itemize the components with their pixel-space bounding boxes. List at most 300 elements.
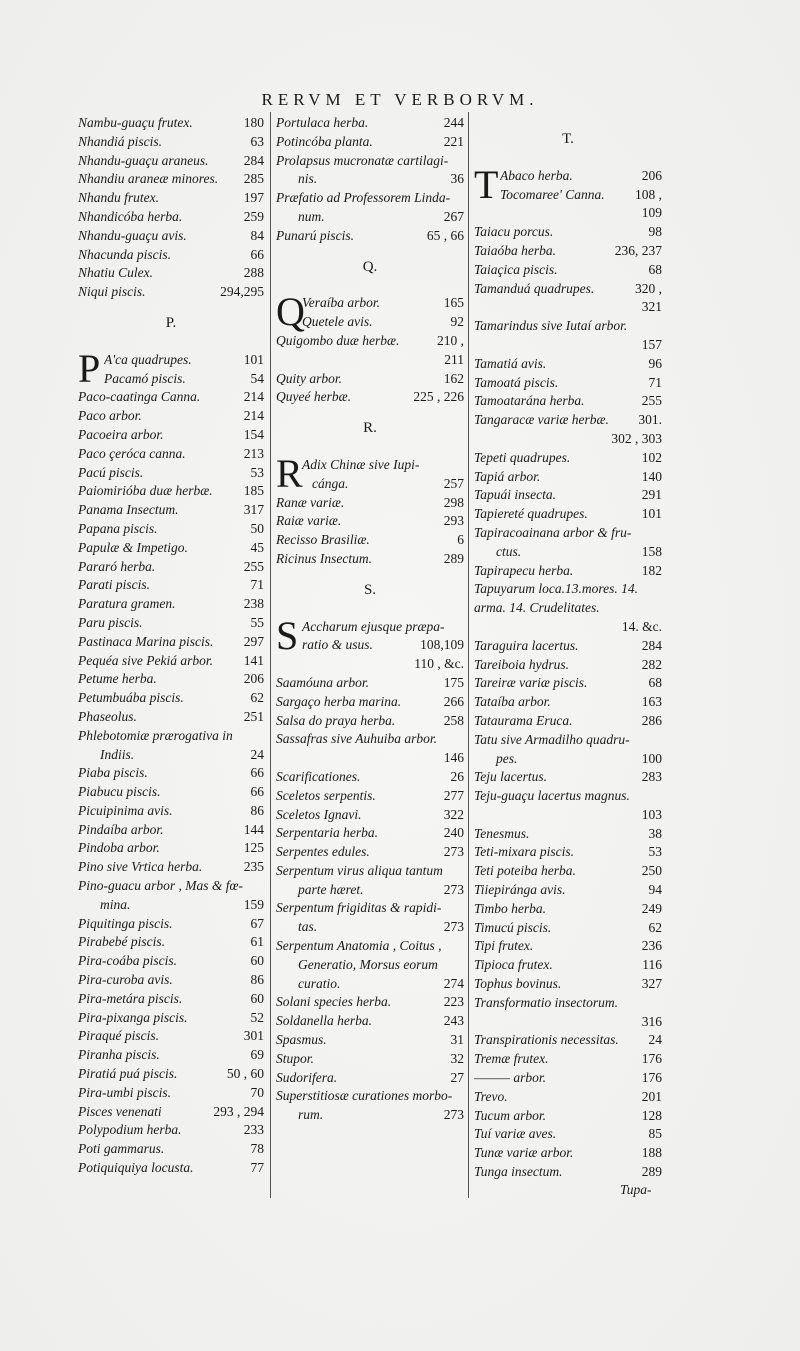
entry-term: Pirabebé piscis. — [78, 934, 165, 950]
entry-term: Potincóba planta. — [276, 133, 373, 149]
index-entry — [78, 689, 264, 708]
entry-page: 66 — [250, 784, 264, 800]
entry-term: Spasmus. — [276, 1032, 327, 1048]
entry-term: Raiæ variæ. — [276, 513, 342, 529]
index-entry — [78, 227, 264, 246]
entry-page: 201 — [641, 1088, 662, 1104]
entry-page: 27 — [450, 1069, 464, 1085]
index-entry — [474, 674, 662, 693]
index-entry — [78, 170, 264, 189]
entry-page: 298 — [443, 494, 464, 510]
entry-page: 225 , 226 — [413, 389, 464, 405]
entry-page: 86 — [250, 802, 264, 818]
entry-term: Sargaço herba marina. — [276, 693, 402, 709]
section-letter-t: T. — [562, 131, 574, 147]
entry-page: 94 — [648, 882, 662, 898]
index-entry — [78, 1009, 264, 1028]
entry-page: 102 — [641, 449, 662, 465]
index-entry — [474, 242, 662, 261]
index-entry — [276, 133, 464, 152]
index-entry — [474, 862, 662, 881]
index-entry — [78, 152, 264, 171]
entry-page: 86 — [250, 972, 264, 988]
index-entry: Serpentum Anatomia , Coitus , Generatio, Morsus eorum curatio. 274 — [276, 938, 464, 991]
index-entry: Tocomaree' Canna. 108 , — [500, 186, 662, 202]
entry-page: 154 — [243, 426, 264, 442]
entry-page: 244 — [443, 115, 464, 130]
entry-term: Pino sive Vrtica herba. — [78, 859, 203, 875]
entry-term: Pararó herba. — [78, 558, 156, 574]
drop-cap-entry — [78, 345, 264, 391]
entry-page: 294,295 — [220, 284, 264, 300]
entry-term: Serpentes edules. — [276, 844, 370, 860]
entry-page: 197 — [243, 190, 264, 206]
entry-page: 284 — [641, 637, 662, 653]
entry-page: 221 — [443, 133, 464, 149]
entry-page: 55 — [250, 614, 264, 630]
index-entry — [276, 712, 464, 731]
entry-page: 273 — [443, 844, 464, 860]
index-entry — [276, 494, 464, 513]
entry-page: 255 — [641, 393, 662, 409]
entry-page: 116 — [642, 957, 662, 973]
entry-page: 62 — [250, 690, 264, 706]
entry-page: 240 — [443, 825, 464, 841]
entry-term: Recisso Brasiliæ. — [276, 532, 370, 548]
index-entry — [474, 261, 662, 280]
entry-page: 297 — [243, 633, 264, 649]
entry-term: Nhandiá piscis. — [78, 133, 163, 149]
entry-page: 84 — [250, 227, 264, 243]
index-entry: Teju lacertus. 283 — [474, 769, 662, 785]
page-continuation: 302 , 303 — [611, 430, 662, 446]
entry-page: 291 — [641, 487, 662, 503]
drop-cap: T — [474, 161, 499, 207]
entry-term: Pira-metára piscis. — [78, 990, 183, 1006]
entry-page: 206 — [243, 671, 264, 687]
entry-term: Teti-mixara piscis. — [474, 844, 575, 860]
entry-term: Tangaracæ variæ herbæ. — [474, 412, 609, 428]
entry-term: Portulaca herba. — [276, 115, 369, 130]
entry-term: Paiomirióba duæ herbæ. — [78, 483, 213, 499]
index-entry: Teju-guaçu lacertus magnus. 103 — [474, 788, 662, 822]
entry-term: Tapiereté quadrupes. — [474, 506, 588, 522]
entry-term: Nhandicóba herba. — [78, 208, 183, 224]
entry-page: 185 — [243, 483, 264, 499]
entry-page: 293 — [443, 513, 464, 529]
index-entry — [78, 208, 264, 227]
entry-term: Papana piscis. — [78, 520, 158, 536]
entry-term: Tamatiá avis. — [474, 355, 547, 371]
index-entry — [474, 280, 662, 299]
index-entry — [474, 656, 662, 675]
entry-term: Tataurama Eruca. — [474, 712, 573, 728]
index-entry: Tapirapecu herba. 182 — [474, 562, 662, 578]
drop-cap-entry — [474, 161, 662, 207]
entry-term: Transpirationis necessitas. — [474, 1032, 619, 1048]
entry-term: Piabucu piscis. — [78, 784, 161, 800]
index-entry — [474, 956, 662, 975]
index-entry — [78, 614, 264, 633]
column-rule — [270, 112, 271, 1198]
entry-term: Pira-curoba avis. — [78, 972, 173, 988]
index-entry — [474, 919, 662, 938]
entry-page: 162 — [443, 370, 464, 386]
entry-term: Pira-coába piscis. — [78, 953, 177, 969]
entry-page: 24 — [648, 1032, 662, 1048]
index-entry — [78, 1027, 264, 1046]
entry-page: 6 — [457, 532, 464, 548]
index-entry: Tapiracoainana arbor & fru- ctus. 158 — [474, 524, 662, 559]
entry-term: Niqui piscis. — [78, 284, 146, 300]
entry-term: Papulæ & Impetigo. — [78, 539, 188, 555]
entry-term: Tuí variæ aves. — [474, 1126, 557, 1142]
entry-term: Nambu-guaçu frutex. — [78, 115, 193, 130]
index-entry — [276, 806, 464, 825]
index-entry — [276, 531, 464, 550]
drop-cap: R — [276, 450, 303, 496]
entry-page: 68 — [648, 261, 662, 277]
drop-cap: P — [78, 345, 101, 391]
entry-page: 61 — [250, 934, 264, 950]
entry-page: 288 — [243, 265, 264, 281]
index-entry: Punarú piscis. 65 , 66 — [276, 227, 464, 243]
index-entry — [474, 1031, 662, 1050]
entry-term: Parati piscis. — [78, 577, 151, 593]
index-entry: A'ca quadrupes. 101 — [104, 351, 264, 367]
catchword: Tupa- — [620, 1182, 652, 1197]
entry-page: 258 — [443, 712, 464, 728]
index-entry — [78, 990, 264, 1009]
index-entry: Tapuyarum loca.13.mores. 14. arma. 14. Crudelitates. 14. &c. — [474, 581, 662, 634]
entry-term: Tenesmus. — [474, 825, 530, 841]
entry-term: Saamóuna arbor. — [276, 674, 370, 690]
entry-term: Pisces venenati — [78, 1103, 162, 1119]
section-letter-p: P. — [165, 314, 177, 331]
index-entry — [78, 576, 264, 595]
index-entry — [474, 1144, 662, 1163]
entry-term: Tunga insectum. — [474, 1164, 563, 1180]
index-entry — [474, 486, 662, 505]
index-entry — [276, 993, 464, 1012]
entry-page: 26 — [450, 768, 464, 784]
entry-term: Timbo herba. — [474, 900, 547, 916]
index-entry — [78, 1103, 264, 1122]
index-entry — [474, 843, 662, 862]
entry-page: 289 — [641, 1164, 662, 1180]
section-letter-r: R. — [363, 420, 377, 437]
entry-page: 235 — [243, 859, 264, 875]
entry-term: Tipi frutex. — [474, 938, 534, 954]
entry-term: Panama Insectum. — [78, 502, 179, 518]
index-entry — [276, 787, 464, 806]
entry-page: 259 — [243, 208, 264, 224]
entry-page: 255 — [243, 558, 264, 574]
entry-page: 285 — [243, 171, 264, 187]
entry-term: Taiacu porcus. — [474, 224, 554, 240]
entry-page: 233 — [243, 1122, 264, 1138]
entry-term: Sudorifera. — [276, 1069, 338, 1085]
column-rule — [468, 112, 469, 1198]
index-entry — [474, 392, 662, 411]
entry-term: Tataíba arbor. — [474, 694, 551, 710]
entry-term: Pira-umbi piscis. — [78, 1084, 171, 1100]
entry-term: ——— arbor. — [474, 1070, 547, 1086]
entry-term: Nhandu-guaçu araneus. — [78, 152, 209, 168]
entry-page: 214 — [243, 389, 264, 405]
entry-term: Taiaçica piscis. — [474, 261, 558, 277]
index-entry — [78, 501, 264, 520]
entry-term: Tamoatarána herba. — [474, 393, 585, 409]
index-entry — [474, 881, 662, 900]
index-entry — [276, 674, 464, 693]
index-entry — [474, 223, 662, 242]
entry-term: Pindaíba arbor. — [78, 821, 164, 837]
index-column-2 — [276, 114, 464, 1125]
page-continuation: 110 , &c. — [414, 656, 464, 672]
entry-term: Tareiræ variæ piscis. — [474, 675, 588, 691]
index-entry — [78, 246, 264, 265]
entry-page: 243 — [443, 1013, 464, 1029]
entry-term: Ranæ variæ. — [276, 494, 345, 510]
index-entry: Quigombo duæ herbæ. 210 , — [276, 332, 464, 348]
entry-page: 71 — [648, 374, 662, 390]
index-entry — [474, 355, 662, 374]
index-entry — [78, 133, 264, 152]
entry-term: Paco arbor. — [78, 408, 142, 424]
entry-page: 66 — [250, 246, 264, 262]
index-entry — [474, 693, 662, 712]
entry-page: 251 — [243, 708, 264, 724]
entry-term: Soldanella herba. — [276, 1013, 372, 1029]
index-entry — [474, 1163, 662, 1182]
index-entry — [78, 670, 264, 689]
entry-term: Petumbuába piscis. — [78, 690, 184, 706]
entry-page: 320 , — [635, 280, 662, 296]
index-entry-line: Accharum ejusque præpa- — [302, 618, 445, 634]
entry-page: 70 — [250, 1084, 264, 1100]
entry-term: Potiquiquiya locusta. — [78, 1160, 194, 1176]
entry-page: 284 — [243, 152, 264, 168]
entry-page: 163 — [641, 694, 662, 710]
index-entry — [78, 971, 264, 990]
entry-page: 213 — [243, 445, 264, 461]
entry-term: Tucum arbor. — [474, 1107, 547, 1123]
entry-page: 322 — [443, 806, 464, 822]
entry-page: 96 — [648, 355, 662, 371]
index-entry — [78, 1140, 264, 1159]
entry-page: 238 — [243, 596, 264, 612]
index-entry — [78, 858, 264, 877]
entry-page: 98 — [648, 224, 662, 240]
entry-term: Tareiboia hydrus. — [474, 656, 570, 672]
section-letter-q: Q. — [362, 258, 378, 275]
entry-page: 52 — [250, 1009, 264, 1025]
index-entry — [78, 839, 264, 858]
index-entry — [78, 407, 264, 426]
index-entry — [276, 843, 464, 862]
entry-page: 286 — [641, 712, 662, 728]
entry-page: 140 — [641, 468, 662, 484]
entry-page: 62 — [648, 919, 662, 935]
index-entry: Serpentum frigiditas & rapidi- tas. 273 — [276, 900, 464, 935]
index-entry — [474, 411, 662, 430]
entry-term: Tunæ variæ arbor. — [474, 1145, 574, 1161]
entry-term: Tamoatá piscis. — [474, 374, 559, 390]
entry-term: Nhandu frutex. — [78, 190, 159, 206]
entry-term: Piratiá puá piscis. — [78, 1066, 178, 1082]
index-entry — [276, 388, 464, 407]
index-entry — [78, 708, 264, 727]
index-entry — [474, 1088, 662, 1107]
entry-page: 50 — [250, 520, 264, 536]
entry-page: 38 — [648, 825, 662, 841]
entry-term: Poti gammarus. — [78, 1141, 165, 1157]
index-entry — [78, 952, 264, 971]
entry-page: 277 — [443, 787, 464, 803]
running-head: RERVM ET VERBORVM. — [261, 90, 539, 109]
index-entry — [474, 900, 662, 919]
entry-term: Tapuái insecta. — [474, 487, 557, 503]
index-entry — [78, 114, 264, 133]
entry-term: Pastinaca Marina piscis. — [78, 633, 214, 649]
entry-page: 71 — [250, 577, 264, 593]
index-entry — [78, 764, 264, 783]
index-entry — [78, 1121, 264, 1140]
entry-page: 53 — [648, 844, 662, 860]
entry-page: 317 — [243, 502, 264, 518]
entry-term: Nhatiu Culex. — [78, 265, 153, 281]
index-entry — [474, 374, 662, 393]
index-entry — [474, 1125, 662, 1144]
index-entry — [78, 633, 264, 652]
entry-term: Piaba piscis. — [78, 765, 148, 781]
index-entry — [78, 464, 264, 483]
entry-page: 32 — [450, 1050, 464, 1066]
entry-term: Pequéa sive Pekiá arbor. — [78, 652, 213, 668]
index-entry: Pacamó piscis. 54 — [104, 370, 264, 386]
entry-term: Pacoeira arbor. — [78, 426, 164, 442]
entry-page: 60 — [250, 953, 264, 969]
drop-cap-entry — [276, 450, 464, 496]
section-letter-s: S. — [363, 581, 377, 598]
entry-term: Tapiá arbor. — [474, 468, 541, 484]
entry-term: Quyeé herbæ. — [276, 389, 351, 405]
index-entry — [78, 445, 264, 464]
entry-page: 236, 237 — [614, 242, 662, 258]
entry-page: 125 — [243, 840, 264, 856]
entry-term: Stupor. — [276, 1050, 314, 1066]
page-continuation: 109 — [641, 205, 662, 221]
entry-term: Tremæ frutex. — [474, 1051, 549, 1067]
index-entry — [474, 1107, 662, 1126]
index-entry — [276, 370, 464, 389]
entry-term: Taiaóba herba. — [474, 242, 557, 258]
entry-page: 128 — [641, 1107, 662, 1123]
entry-page: 176 — [641, 1051, 662, 1067]
entry-term: Trevo. — [474, 1088, 508, 1104]
entry-page: 31 — [450, 1032, 464, 1048]
entry-page: 144 — [243, 821, 264, 837]
entry-term: Piquitinga piscis. — [78, 915, 173, 931]
drop-cap-entry — [276, 289, 464, 335]
index-entry — [78, 558, 264, 577]
index-entry: Phlebotomiæ prærogativa in Indiis. 24 — [78, 727, 264, 762]
index-entry: Prolapsus mucronatæ cartilagi- nis. 36 — [276, 152, 464, 187]
entry-page: 188 — [641, 1145, 662, 1161]
index-entry: Tatu sive Armadilho quadru- pes. 100 — [474, 731, 662, 766]
entry-page: 175 — [443, 674, 464, 690]
drop-cap-entry — [276, 612, 464, 658]
index-entry — [276, 114, 464, 133]
drop-cap: S — [276, 612, 299, 658]
entry-page: 236 — [641, 938, 662, 954]
entry-term: Quity arbor. — [276, 370, 343, 386]
entry-term: Paru piscis. — [78, 614, 143, 630]
entry-page: 50 , 60 — [226, 1066, 264, 1082]
index-entry — [276, 1050, 464, 1069]
index-entry — [78, 1046, 264, 1065]
entry-term: Paco-caatinga Canna. — [78, 389, 201, 405]
index-entry — [78, 388, 264, 407]
entry-term: Salsa do praya herba. — [276, 712, 396, 728]
entry-term: Tophus bovinus. — [474, 976, 562, 992]
index-entry — [78, 821, 264, 840]
index-entry — [276, 693, 464, 712]
index-entry — [474, 825, 662, 844]
entry-page: 180 — [243, 115, 264, 130]
index-entry — [78, 783, 264, 802]
index-entry: Serpentum virus aliqua tantum parte hæret. 273 — [276, 862, 464, 897]
index-entry — [78, 264, 264, 283]
entry-page: 214 — [243, 408, 264, 424]
drop-cap: Q — [276, 289, 305, 335]
entry-page: 301 — [243, 1028, 264, 1044]
entry-term: Pacú piscis. — [78, 464, 144, 480]
entry-page: 78 — [250, 1141, 264, 1157]
index-entry — [78, 1084, 264, 1103]
index-entry — [474, 1069, 662, 1088]
entry-term: Tiiepiránga avis. — [474, 882, 566, 898]
entry-term: Paratura gramen. — [78, 596, 176, 612]
index-entry: Superstitiosæ curationes morbo- rum. 273 — [276, 1088, 464, 1123]
index-entry — [78, 520, 264, 539]
index-entry — [78, 802, 264, 821]
index-entry — [78, 595, 264, 614]
entry-term: Piraqué piscis. — [78, 1028, 159, 1044]
entry-term: Scarificationes. — [276, 768, 361, 784]
entry-term: Ricinus Insectum. — [276, 550, 372, 566]
index-entry: Quetele avis. 92 — [302, 314, 464, 330]
entry-page: 67 — [250, 915, 264, 931]
index-entry-line: Adix Chinæ sive Iupi- — [302, 456, 420, 472]
entry-page: 301. — [638, 412, 662, 428]
index-entry — [276, 550, 464, 569]
entry-term: Tepeti quadrupes. — [474, 449, 571, 465]
index-entry: Transformatio insectorum. 316 — [474, 994, 662, 1029]
entry-term: Taraguira lacertus. — [474, 637, 579, 653]
entry-page: 282 — [641, 656, 662, 672]
entry-page: 85 — [648, 1126, 662, 1142]
entry-term: Picuipinima avis. — [78, 802, 173, 818]
entry-term: Solani species herba. — [276, 994, 392, 1010]
entry-term: Nhandiu araneæ minores. — [78, 171, 219, 187]
entry-page: 223 — [443, 994, 464, 1010]
index-entry — [474, 468, 662, 487]
index-entry — [474, 937, 662, 956]
entry-term: Tipioca frutex. — [474, 957, 553, 973]
index-entry — [474, 637, 662, 656]
